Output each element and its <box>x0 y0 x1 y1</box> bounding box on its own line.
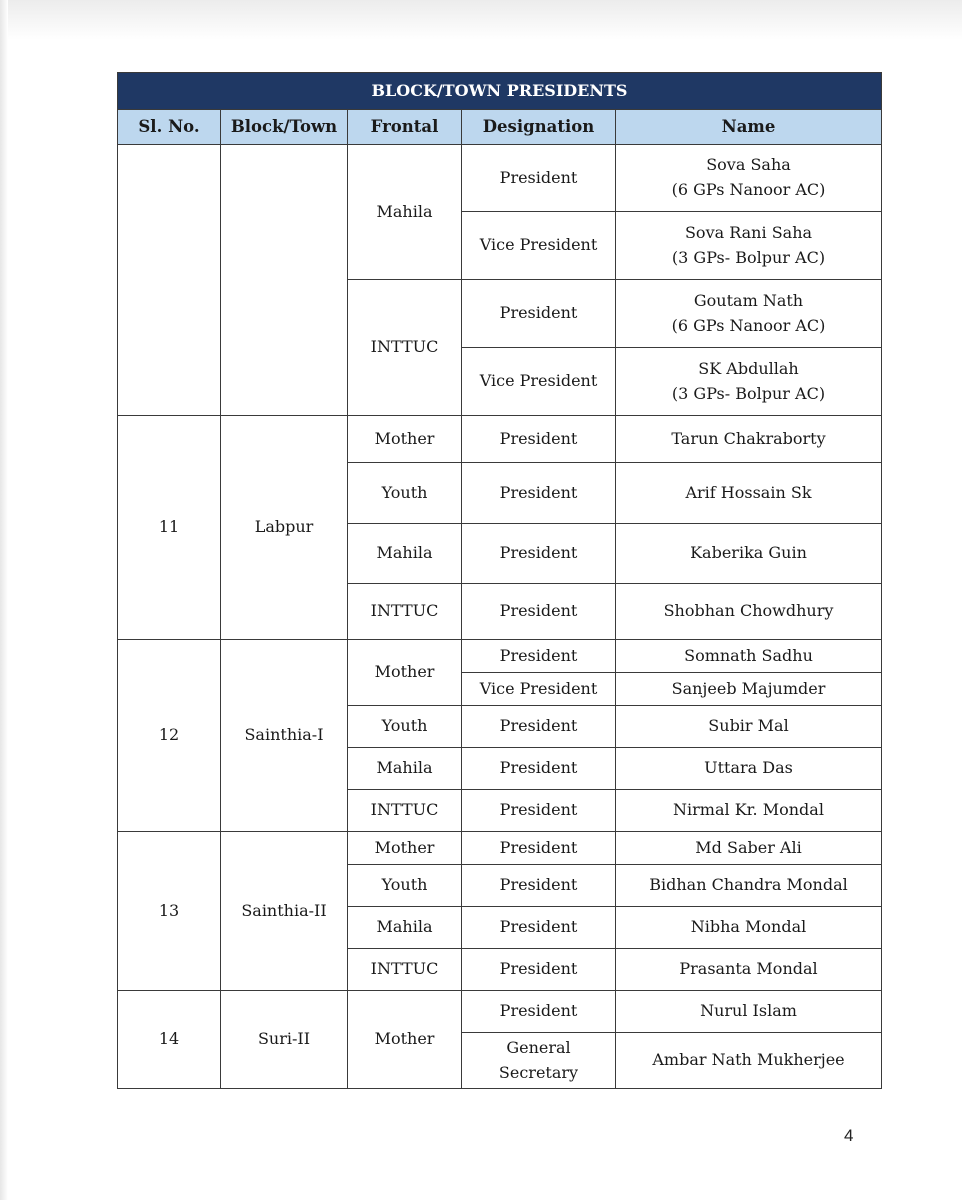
name-subline: (3 GPs- Bolpur AC) <box>671 247 826 267</box>
frontal-cell: Mahila <box>348 524 462 584</box>
designation-cell: Vice President <box>462 348 616 416</box>
name-subline: (6 GPs Nanoor AC) <box>671 180 826 199</box>
frontal-cell: INTTUC <box>348 280 462 416</box>
frontal-cell: Mahila <box>348 907 462 949</box>
name-cell <box>616 145 882 212</box>
designation-cell: President <box>462 524 616 584</box>
designation-cell: President <box>462 790 616 832</box>
name-subline: (6 GPs Nanoor AC) <box>671 315 826 335</box>
block-cell: Sainthia-II <box>221 832 348 991</box>
designation-cell: President <box>462 991 616 1033</box>
sl-cell-empty <box>118 145 221 416</box>
frontal-cell: Mother <box>348 416 462 463</box>
header-frontal: Frontal <box>348 110 462 145</box>
designation-cell: President <box>462 748 616 790</box>
designation-cell: President <box>462 832 616 865</box>
designation-cell: President <box>462 706 616 748</box>
designation-cell: Vice President <box>462 673 616 706</box>
name-cell: Sanjeeb Majumder <box>616 673 882 706</box>
frontal-cell: Mahila <box>348 748 462 790</box>
name-line: Sova Rani Saha <box>684 222 813 242</box>
name-cell: Shobhan Chowdhury <box>616 584 882 640</box>
name-line: Sova Saha <box>706 155 791 175</box>
name-cell: Md Saber Ali <box>616 832 882 865</box>
frontal-cell: Mahila <box>348 145 462 280</box>
frontal-cell: INTTUC <box>348 584 462 640</box>
designation-cell: Vice President <box>462 212 616 280</box>
name-cell: Somnath Sadhu <box>616 640 882 673</box>
header-designation: Designation <box>462 110 616 145</box>
designation-cell: President <box>462 584 616 640</box>
sl-cell: 11 <box>118 416 221 640</box>
table-row <box>118 832 882 865</box>
table-row <box>118 145 882 212</box>
table-row <box>118 416 882 463</box>
name-cell: Subir Mal <box>616 706 882 748</box>
block-cell: Sainthia-I <box>221 640 348 832</box>
presidents-table <box>117 72 882 1089</box>
designation-cell: General Secretary <box>462 1033 616 1089</box>
page-top-shadow <box>0 0 962 40</box>
header-block-town: Block/Town <box>221 110 348 145</box>
table-title: BLOCK/TOWN PRESIDENTS <box>118 73 882 110</box>
name-cell: Bidhan Chandra Mondal <box>616 865 882 907</box>
frontal-cell: Youth <box>348 463 462 524</box>
name-cell: Ambar Nath Mukherjee <box>616 1033 882 1089</box>
page-number: 4 <box>844 1126 854 1145</box>
name-cell: Tarun Chakraborty <box>616 416 882 463</box>
name-line: Goutam Nath <box>693 290 804 310</box>
header-row <box>118 110 882 145</box>
frontal-cell: Mother <box>348 640 462 706</box>
name-cell: Prasanta Mondal <box>616 949 882 991</box>
block-cell: Suri-II <box>221 991 348 1089</box>
sl-cell: 12 <box>118 640 221 832</box>
name-subline: (3 GPs- Bolpur AC) <box>671 383 826 403</box>
name-cell: Kaberika Guin <box>616 524 882 584</box>
table-row <box>118 640 882 673</box>
name-cell <box>616 212 882 280</box>
name-line: SK Abdullah <box>698 358 799 378</box>
designation-cell: President <box>462 280 616 348</box>
frontal-cell: Mother <box>348 832 462 865</box>
designation-cell: President <box>462 416 616 463</box>
designation-cell: President <box>462 907 616 949</box>
designation-cell: President <box>462 865 616 907</box>
designation-cell: President <box>462 145 616 212</box>
sl-cell: 13 <box>118 832 221 991</box>
block-cell: Labpur <box>221 416 348 640</box>
page-left-shadow <box>0 0 8 1200</box>
frontal-cell: INTTUC <box>348 790 462 832</box>
frontal-cell: INTTUC <box>348 949 462 991</box>
name-cell: Nibha Mondal <box>616 907 882 949</box>
name-cell: Uttara Das <box>616 748 882 790</box>
header-sl-no: Sl. No. <box>118 110 221 145</box>
block-cell-empty <box>221 145 348 416</box>
designation-cell: President <box>462 463 616 524</box>
name-cell: Nirmal Kr. Mondal <box>616 790 882 832</box>
name-cell <box>616 348 882 416</box>
frontal-cell: Mother <box>348 991 462 1089</box>
frontal-cell: Youth <box>348 865 462 907</box>
name-cell <box>616 280 882 348</box>
sl-cell: 14 <box>118 991 221 1089</box>
name-cell: Arif Hossain Sk <box>616 463 882 524</box>
table-title-row <box>118 73 882 110</box>
header-name: Name <box>616 110 882 145</box>
table-row <box>118 991 882 1033</box>
designation-cell: President <box>462 640 616 673</box>
name-cell: Nurul Islam <box>616 991 882 1033</box>
frontal-cell: Youth <box>348 706 462 748</box>
designation-cell: President <box>462 949 616 991</box>
